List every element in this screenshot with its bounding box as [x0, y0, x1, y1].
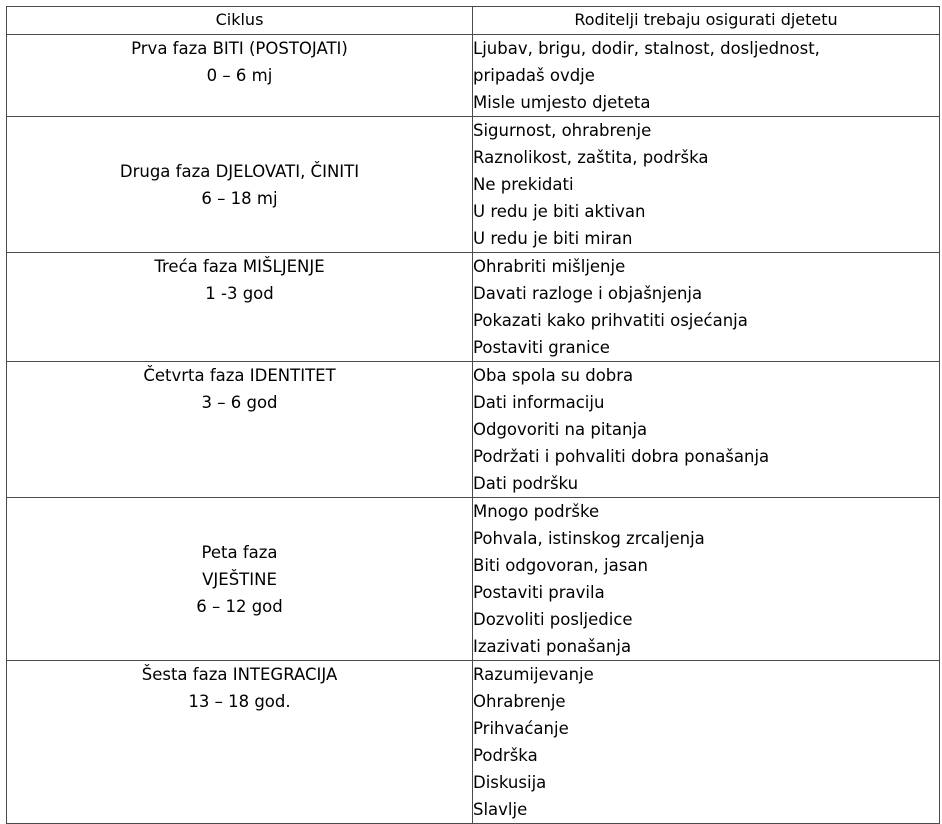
duties-cell: [473, 362, 940, 498]
duty-item: Ljubav, brigu, dodir, stalnost, dosljednost,: [473, 39, 820, 58]
duty-item: Podrška: [473, 746, 538, 765]
cycle-cell: [7, 35, 473, 117]
duty-item: Odgovoriti na pitanja: [473, 420, 648, 439]
table-row: [7, 661, 940, 824]
duty-item: Ohrabriti mišljenje: [473, 257, 626, 276]
duty-item: U redu je biti aktivan: [473, 202, 646, 221]
duty-item: Ohrabrenje: [473, 692, 566, 711]
duty-item: Pohvala, istinskog zrcaljenja: [473, 529, 705, 548]
cycle-age: 3 – 6 god: [201, 393, 278, 412]
cycle-cell: [7, 117, 473, 253]
header-cycle: Ciklus: [7, 7, 473, 35]
table-row: [7, 117, 940, 253]
duty-item: Prihvaćanje: [473, 719, 569, 738]
duties-cell: [473, 35, 940, 117]
cycle-name: Četvrta faza IDENTITET: [143, 366, 336, 385]
duty-item: Slavlje: [473, 800, 528, 819]
duty-item: Izazivati ponašanja: [473, 637, 632, 656]
duties-cell: [473, 117, 940, 253]
cycle-age: 0 – 6 mj: [206, 66, 273, 85]
cycle-name: Treća faza MIŠLJENJE: [154, 257, 325, 276]
cycle-cell: [7, 362, 473, 498]
cycle-name: Prva faza BITI (POSTOJATI): [131, 39, 348, 58]
duty-item: U redu je biti miran: [473, 229, 633, 248]
duty-item: Postaviti pravila: [473, 583, 605, 602]
cycle-name: Šesta faza INTEGRACIJA: [141, 665, 338, 684]
cycle-age: 13 – 18 god.: [188, 692, 291, 711]
duty-item: Biti odgovoran, jasan: [473, 556, 648, 575]
cycle-cell: [7, 253, 473, 362]
duty-item: Podržati i pohvaliti dobra ponašanja: [473, 447, 770, 466]
cycle-age: 6 – 18 mj: [201, 188, 278, 208]
duty-item: Mnogo podrške: [473, 502, 600, 521]
duties-cell: [473, 661, 940, 824]
cycle-cell: [7, 498, 473, 661]
duty-item: Ne prekidati: [473, 175, 574, 194]
duty-item: Razumijevanje: [473, 665, 594, 684]
cycle-name: Druga faza DJELOVATI, ČINITI: [119, 161, 360, 181]
duty-item: Dati podršku: [473, 474, 579, 493]
header-row: [7, 7, 940, 35]
duty-item: Sigurnost, ohrabrenje: [473, 121, 652, 140]
cycle-name: Peta faza: [201, 542, 278, 562]
cycle-cell: [7, 661, 473, 824]
duty-item: Oba spola su dobra: [473, 366, 634, 385]
duty-item: Dati informaciju: [473, 393, 605, 412]
duty-item: pripadaš ovdje: [473, 66, 595, 85]
duties-cell: [473, 498, 940, 661]
table-row: [7, 253, 940, 362]
duty-item: Raznolikost, zaštita, podrška: [473, 148, 709, 167]
duty-item: Pokazati kako prihvatiti osjećanja: [473, 311, 748, 330]
duty-item: Diskusija: [473, 773, 547, 792]
development-phases-table: [6, 6, 940, 824]
table-row: [7, 498, 940, 661]
duty-item: Misle umjesto djeteta: [473, 93, 651, 112]
table-row: [7, 362, 940, 498]
header-duties: Roditelji trebaju osigurati djetetu: [473, 7, 940, 35]
cycle-name: VJEŠTINE: [202, 569, 277, 589]
cycle-age: 1 -3 god: [205, 284, 274, 303]
duty-item: Davati razloge i objašnjenja: [473, 284, 703, 303]
cycle-age: 6 – 12 god: [196, 596, 283, 616]
duty-item: Dozvoliti posljedice: [473, 610, 633, 629]
duties-cell: [473, 253, 940, 362]
table-row: [7, 35, 940, 117]
duty-item: Postaviti granice: [473, 338, 610, 357]
